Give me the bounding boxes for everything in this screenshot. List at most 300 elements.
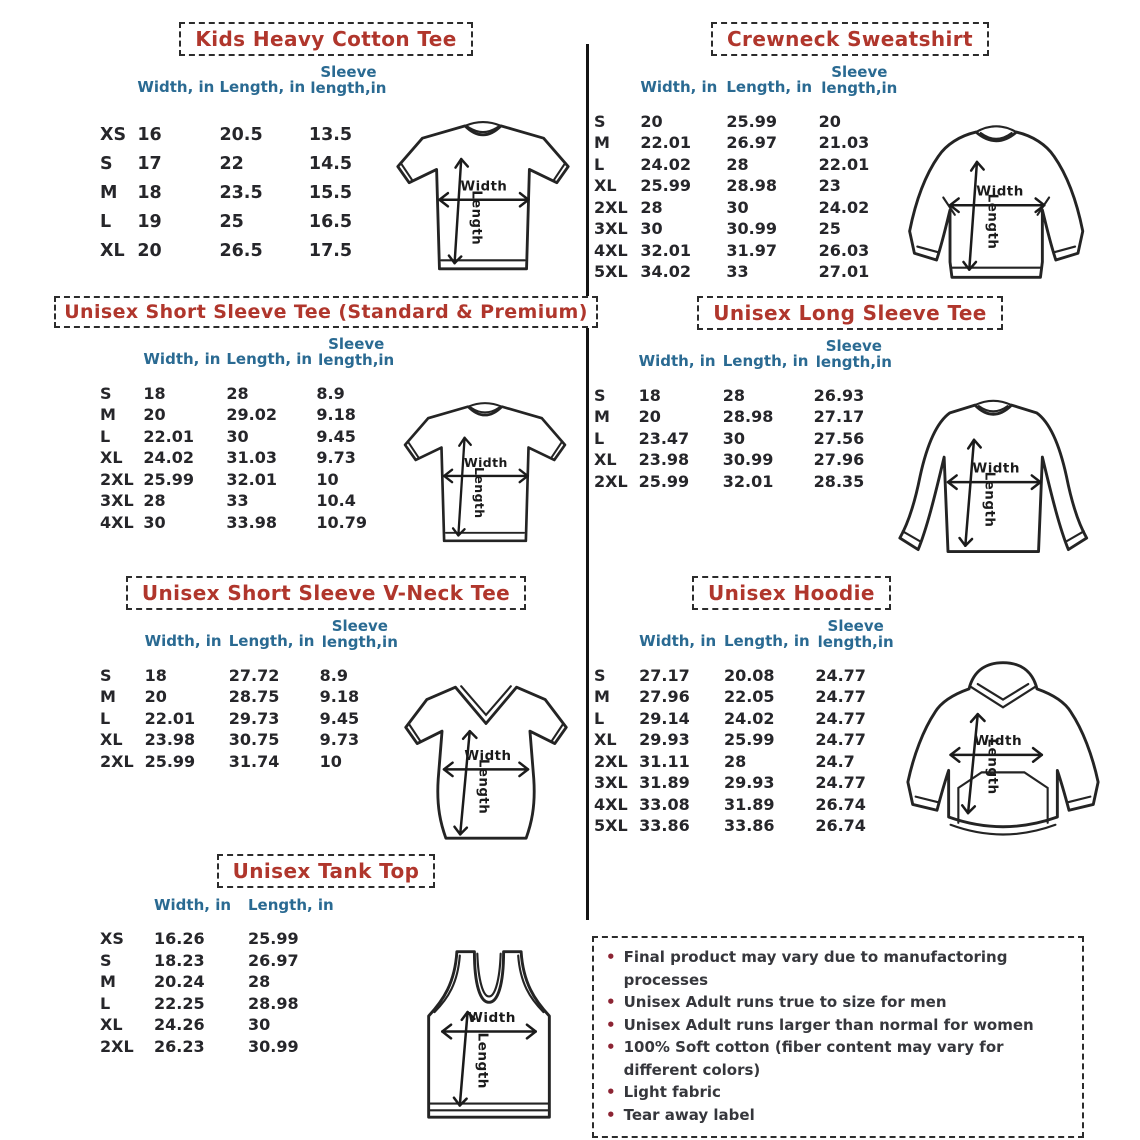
measurement-value: 20.24: [154, 972, 205, 992]
size-row: [100, 1014, 346, 1036]
size-label: M: [100, 182, 118, 203]
measurement-value: 28: [143, 491, 166, 511]
measurement-value: 22: [219, 153, 244, 174]
size-label: L: [100, 211, 112, 232]
size-label: S: [594, 111, 606, 131]
measurement-value: 29.14: [639, 708, 690, 728]
column-header: Sleeve length,in: [815, 337, 892, 372]
size-row: [594, 110, 900, 132]
measurement-value: 25.99: [248, 929, 299, 949]
size-row: [100, 707, 400, 729]
size-label: M: [594, 133, 610, 153]
size-label: 4XL: [594, 794, 628, 814]
size-label: XL: [100, 730, 123, 750]
measurement-value: 25.99: [638, 471, 690, 491]
section-unisex-hoodie: [594, 576, 1110, 851]
column-header: Width, in: [137, 78, 215, 97]
size-row: [100, 950, 346, 972]
length-arrow-label: Length: [468, 190, 484, 246]
measurement-value: 13.5: [308, 124, 353, 145]
size-label: M: [100, 687, 116, 707]
size-label: L: [100, 708, 111, 728]
size-row: [100, 971, 346, 993]
measurement-value: 27.56: [813, 428, 865, 448]
length-arrow-label: Length: [984, 738, 1001, 795]
size-column-header: [594, 64, 640, 110]
size-row: [100, 928, 346, 950]
measurement-value: 25: [219, 211, 244, 232]
measurement-value: 20: [640, 111, 663, 131]
note-text: Unisex Adult runs larger than normal for women: [623, 1015, 1034, 1034]
tee-drawing: [388, 106, 578, 284]
width-arrow-label: Width: [976, 184, 1024, 200]
size-label: 2XL: [100, 751, 134, 771]
size-label: 5XL: [594, 816, 628, 836]
size-table-tank-top: [100, 896, 346, 1057]
measurement-value: 28.75: [228, 687, 280, 707]
size-column-header: [100, 618, 145, 664]
measurement-value: 24.02: [143, 448, 194, 468]
size-label: 2XL: [594, 197, 628, 217]
size-label: XL: [100, 1015, 123, 1035]
measurement-value: 10: [319, 751, 342, 771]
measurement-value: 28.98: [722, 407, 774, 427]
header-row: [100, 64, 388, 120]
size-row: [100, 382, 396, 404]
note-item: [606, 946, 1072, 991]
size-label: XL: [594, 176, 617, 196]
size-label: S: [100, 383, 112, 403]
measurement-value: 20.5: [219, 124, 263, 145]
measurement-value: 26.23: [154, 1036, 205, 1056]
column-header: Length, in: [248, 896, 334, 914]
section-unisex-long-sleeve-tee: [594, 296, 1106, 565]
size-table-crewneck: [594, 64, 900, 282]
measurement-value: 33.08: [639, 794, 690, 814]
note-item: [606, 1014, 1072, 1037]
size-label: S: [100, 153, 113, 174]
measurement-value: 9.45: [319, 708, 360, 728]
size-row: [100, 686, 400, 708]
measurement-value: 28: [640, 197, 663, 217]
measurement-value: 30: [726, 197, 749, 217]
measurement-value: 28: [723, 751, 747, 771]
measurement-value: 27.96: [639, 687, 690, 707]
measurement-value: 20: [638, 407, 661, 427]
size-label: 2XL: [100, 469, 134, 489]
size-label: L: [100, 993, 111, 1013]
size-label: L: [594, 708, 605, 728]
size-row: [594, 772, 896, 794]
measurement-value: 28.98: [726, 176, 777, 196]
measurement-value: 31.74: [228, 751, 280, 771]
header-row: [594, 618, 896, 664]
sweatshirt-illustration: [900, 106, 1102, 289]
measurement-value: 18: [638, 385, 661, 405]
column-header: Sleeve length,in: [321, 617, 398, 652]
column-header: Length, in: [722, 352, 809, 371]
column-header: Width, in: [144, 632, 222, 651]
longsleeve-illustration: [894, 382, 1106, 565]
section-unisex-tank-top: [72, 854, 580, 1125]
measurement-value: 26.97: [726, 133, 777, 153]
measurement-value: 30.99: [722, 450, 774, 470]
measurement-value: 23: [818, 176, 841, 196]
measurement-value: 20: [137, 240, 162, 261]
measurement-value: 16.5: [308, 211, 353, 232]
column-header: Sleeve length,in: [821, 63, 898, 98]
note-text: Tear away label: [623, 1105, 755, 1124]
measurement-value: 25.99: [143, 469, 194, 489]
size-row: [100, 664, 400, 686]
measurement-value: 24.77: [815, 730, 866, 750]
measurement-value: 23.98: [638, 450, 690, 470]
bullet-icon: •: [606, 1083, 616, 1101]
measurement-value: 26.74: [815, 816, 866, 836]
measurement-value: 24.02: [723, 708, 775, 728]
measurement-value: 27.72: [228, 665, 280, 685]
measurement-value: 22.01: [144, 708, 196, 728]
measurement-value: 28: [722, 385, 746, 405]
note-text: Final product may vary due to manufactoring processes: [623, 948, 1008, 989]
column-header: Sleeve length,in: [310, 63, 387, 98]
size-row: [100, 178, 388, 207]
size-row: [594, 793, 896, 815]
measurement-value: 18: [143, 383, 166, 403]
size-row: [594, 218, 900, 240]
measurement-value: 30: [722, 428, 746, 448]
measurement-value: 25.99: [640, 176, 691, 196]
product-notes-box: [592, 936, 1084, 1138]
measurement-value: 18.23: [154, 950, 205, 970]
size-table-hoodie: [594, 618, 896, 836]
measurement-value: 18: [144, 665, 167, 685]
size-label: L: [594, 428, 605, 448]
size-row: [594, 470, 894, 492]
size-label: 2XL: [594, 471, 628, 491]
measurement-value: 22.01: [143, 426, 194, 446]
tee-illustration: [388, 106, 578, 284]
note-text: Unisex Adult runs true to size for men: [623, 993, 947, 1011]
measurement-value: 29.93: [723, 773, 775, 793]
measurement-value: 20: [818, 111, 841, 131]
measurement-value: 31.89: [723, 794, 775, 814]
section-title: Unisex Short Sleeve Tee (Standard & Premium): [54, 296, 598, 328]
bullet-icon: •: [606, 1105, 616, 1124]
measurement-value: 32.01: [722, 471, 774, 491]
size-row: [594, 815, 896, 837]
note-text: Light fabric: [623, 1083, 721, 1101]
measurement-value: 30: [226, 426, 249, 446]
measurement-value: 33.86: [639, 816, 690, 836]
measurement-value: 30.99: [248, 1036, 299, 1056]
size-row: [100, 468, 396, 490]
length-arrow-label: Length: [472, 467, 488, 519]
size-label: S: [100, 665, 112, 685]
measurement-value: 25.99: [723, 730, 775, 750]
size-row: [594, 707, 896, 729]
size-row: [100, 1036, 346, 1058]
size-row: [594, 406, 894, 428]
size-row: [594, 196, 900, 218]
measurement-value: 23.47: [638, 428, 690, 448]
measurement-value: 27.17: [639, 665, 690, 685]
measurement-value: 30: [640, 219, 663, 239]
size-label: XL: [594, 730, 617, 750]
measurement-value: 29.93: [639, 730, 690, 750]
measurement-value: 9.18: [319, 687, 360, 707]
size-row: [594, 664, 896, 686]
measurement-value: 22.25: [154, 993, 205, 1013]
width-arrow-label: Width: [974, 733, 1023, 750]
size-row: [100, 404, 396, 426]
measurement-value: 10.79: [316, 512, 368, 532]
note-item: [606, 1081, 1072, 1104]
tee-illustration: [396, 388, 574, 555]
size-label: XS: [100, 124, 127, 145]
measurement-value: 29.73: [228, 708, 280, 728]
product-notes-list: [606, 946, 1072, 1126]
measurement-value: 9.73: [316, 448, 356, 468]
size-row: [594, 132, 900, 154]
size-row: [100, 511, 396, 533]
measurement-value: 24.26: [154, 1015, 205, 1035]
measurement-value: 31.97: [726, 240, 777, 260]
width-arrow-label: Width: [460, 179, 508, 195]
column-header: Width, in: [143, 350, 221, 369]
measurement-value: 24.02: [640, 154, 691, 174]
header-row: [100, 896, 346, 928]
measurement-value: 8.9: [319, 665, 349, 685]
size-row: [100, 729, 400, 751]
column-header: Width, in: [638, 352, 716, 371]
sweatshirt-drawing: [900, 106, 1102, 289]
measurement-value: 28.35: [813, 471, 865, 491]
measurement-value: 25.99: [726, 111, 777, 131]
measurement-value: 26.93: [813, 385, 865, 405]
section-title: Unisex Long Sleeve Tee: [697, 296, 1003, 330]
section-title: Crewneck Sweatshirt: [711, 22, 989, 56]
tee-drawing: [396, 388, 574, 555]
size-label: XL: [594, 450, 617, 470]
size-table-kids-tee: [100, 64, 388, 265]
size-label: 5XL: [594, 262, 628, 282]
measurement-value: 31.11: [639, 751, 690, 771]
size-label: M: [594, 407, 610, 427]
length-arrow-label: Length: [984, 193, 1000, 250]
size-column-header: [100, 336, 143, 382]
measurement-value: 17: [137, 153, 162, 174]
measurement-value: 26.97: [248, 950, 299, 970]
size-label: M: [100, 972, 116, 992]
size-column-header: [100, 896, 154, 928]
column-header: Width, in: [640, 78, 718, 97]
column-header: Sleeve length,in: [817, 617, 894, 652]
column-divider: [586, 44, 589, 920]
measurement-value: 27.96: [813, 450, 865, 470]
measurement-value: 22.05: [723, 687, 775, 707]
measurement-value: 33.86: [723, 816, 775, 836]
measurement-value: 23.5: [219, 182, 263, 203]
bullet-icon: •: [606, 948, 616, 966]
hoodie-illustration: [896, 652, 1110, 851]
section-unisex-short-sleeve-tee: [64, 296, 588, 555]
bullet-icon: •: [606, 1038, 616, 1056]
measurement-value: 33: [226, 491, 249, 511]
size-label: 4XL: [100, 512, 134, 532]
measurement-value: 32.01: [640, 240, 691, 260]
size-row: [100, 236, 388, 265]
measurement-value: 33.98: [226, 512, 277, 532]
size-label: L: [594, 154, 605, 174]
size-row: [594, 153, 900, 175]
size-column-header: [100, 64, 137, 120]
length-arrow-label: Length: [474, 1032, 491, 1089]
width-arrow-label: Width: [467, 1009, 516, 1026]
measurement-value: 20.08: [723, 665, 775, 685]
size-label: XL: [100, 240, 125, 261]
column-header: Length, in: [723, 632, 810, 651]
size-row: [594, 427, 894, 449]
measurement-value: 25: [818, 219, 841, 239]
size-label: 4XL: [594, 240, 628, 260]
measurement-value: 9.18: [316, 405, 356, 425]
note-text: 100% Soft cotton (fiber content may vary for different colors): [623, 1038, 1004, 1079]
measurement-value: 20: [143, 405, 166, 425]
size-row: [594, 686, 896, 708]
note-item: [606, 1036, 1072, 1081]
size-table-long-sleeve-tee: [594, 338, 894, 492]
width-arrow-label: Width: [463, 455, 508, 471]
measurement-value: 29.02: [226, 405, 277, 425]
bullet-icon: •: [606, 993, 616, 1011]
measurement-value: 24.7: [815, 751, 855, 771]
note-item: [606, 991, 1072, 1014]
size-row: [594, 175, 900, 197]
size-row: [100, 149, 388, 178]
hoodie-drawing: [896, 652, 1110, 851]
measurement-value: 26.74: [815, 794, 866, 814]
measurement-value: 26.03: [818, 240, 870, 260]
vneck-illustration: [400, 666, 572, 846]
section-title: Unisex Short Sleeve V-Neck Tee: [126, 576, 526, 610]
column-header: Length, in: [228, 632, 315, 651]
length-arrow-label: Length: [981, 471, 998, 528]
measurement-value: 22.01: [640, 133, 691, 153]
measurement-value: 8.9: [316, 383, 345, 403]
measurement-value: 16: [137, 124, 162, 145]
size-row: [594, 384, 894, 406]
measurement-value: 19: [137, 211, 162, 232]
tank-drawing: [416, 940, 562, 1125]
measurement-value: 22.01: [818, 154, 870, 174]
size-row: [594, 239, 900, 261]
section-title: Unisex Hoodie: [692, 576, 891, 610]
size-row: [100, 447, 396, 469]
size-table-v-neck-tee: [100, 618, 400, 772]
size-label: 2XL: [100, 1036, 134, 1056]
measurement-value: 28: [726, 154, 749, 174]
longsleeve-drawing: [894, 382, 1106, 565]
tank-illustration: [416, 940, 562, 1125]
measurement-value: 10: [316, 469, 339, 489]
section-kids-heavy-cotton-tee: [72, 22, 580, 284]
measurement-value: 24.77: [815, 665, 866, 685]
measurement-value: 30.75: [228, 730, 280, 750]
size-label: M: [594, 687, 610, 707]
size-row: [594, 449, 894, 471]
size-label: 3XL: [594, 773, 628, 793]
measurement-value: 24.77: [815, 773, 866, 793]
size-label: 2XL: [594, 751, 628, 771]
measurement-value: 27.17: [813, 407, 865, 427]
note-item: [606, 1104, 1072, 1127]
size-row: [100, 993, 346, 1015]
measurement-value: 31.03: [226, 448, 277, 468]
header-row: [594, 64, 900, 110]
measurement-value: 27.01: [818, 262, 870, 282]
measurement-value: 24.02: [818, 197, 870, 217]
size-column-header: [594, 338, 639, 384]
column-header: Length, in: [726, 78, 813, 97]
header-row: [594, 338, 894, 384]
measurement-value: 33: [726, 262, 749, 282]
size-label: M: [100, 405, 116, 425]
measurement-value: 28.98: [248, 993, 299, 1013]
size-row: [594, 261, 900, 283]
column-header: Sleeve length,in: [318, 335, 395, 370]
measurement-value: 32.01: [226, 469, 277, 489]
size-label: XL: [100, 448, 123, 468]
column-header: Length, in: [219, 78, 306, 97]
size-label: L: [100, 426, 111, 446]
measurement-value: 14.5: [308, 153, 353, 174]
size-row: [594, 750, 896, 772]
section-title: Kids Heavy Cotton Tee: [179, 22, 472, 56]
measurement-value: 30: [248, 1015, 271, 1035]
size-row: [100, 750, 400, 772]
measurement-value: 9.45: [316, 426, 356, 446]
size-table-short-sleeve-tee: [100, 336, 396, 533]
measurement-value: 28: [226, 383, 249, 403]
measurement-value: 17.5: [308, 240, 353, 261]
header-row: [100, 336, 396, 382]
column-header: Width, in: [639, 632, 717, 651]
size-label: 3XL: [594, 219, 628, 239]
measurement-value: 18: [137, 182, 162, 203]
measurement-value: 20: [144, 687, 167, 707]
section-unisex-v-neck-tee: [72, 576, 580, 846]
measurement-value: 28: [248, 972, 271, 992]
size-label: XS: [100, 929, 124, 949]
column-header: Width, in: [154, 896, 232, 914]
measurement-value: 16.26: [154, 929, 205, 949]
size-label: 3XL: [100, 491, 134, 511]
size-row: [100, 490, 396, 512]
size-row: [594, 729, 896, 751]
column-header: Length, in: [226, 350, 313, 369]
section-crewneck-sweatshirt: [594, 22, 1106, 289]
vneck-drawing: [400, 666, 572, 846]
bullet-icon: •: [606, 1015, 616, 1034]
measurement-value: 26.5: [219, 240, 263, 261]
size-label: S: [594, 385, 606, 405]
measurement-value: 24.77: [815, 687, 866, 707]
width-arrow-label: Width: [972, 460, 1020, 477]
size-column-header: [594, 618, 639, 664]
size-row: [100, 207, 388, 236]
measurement-value: 21.03: [818, 133, 870, 153]
